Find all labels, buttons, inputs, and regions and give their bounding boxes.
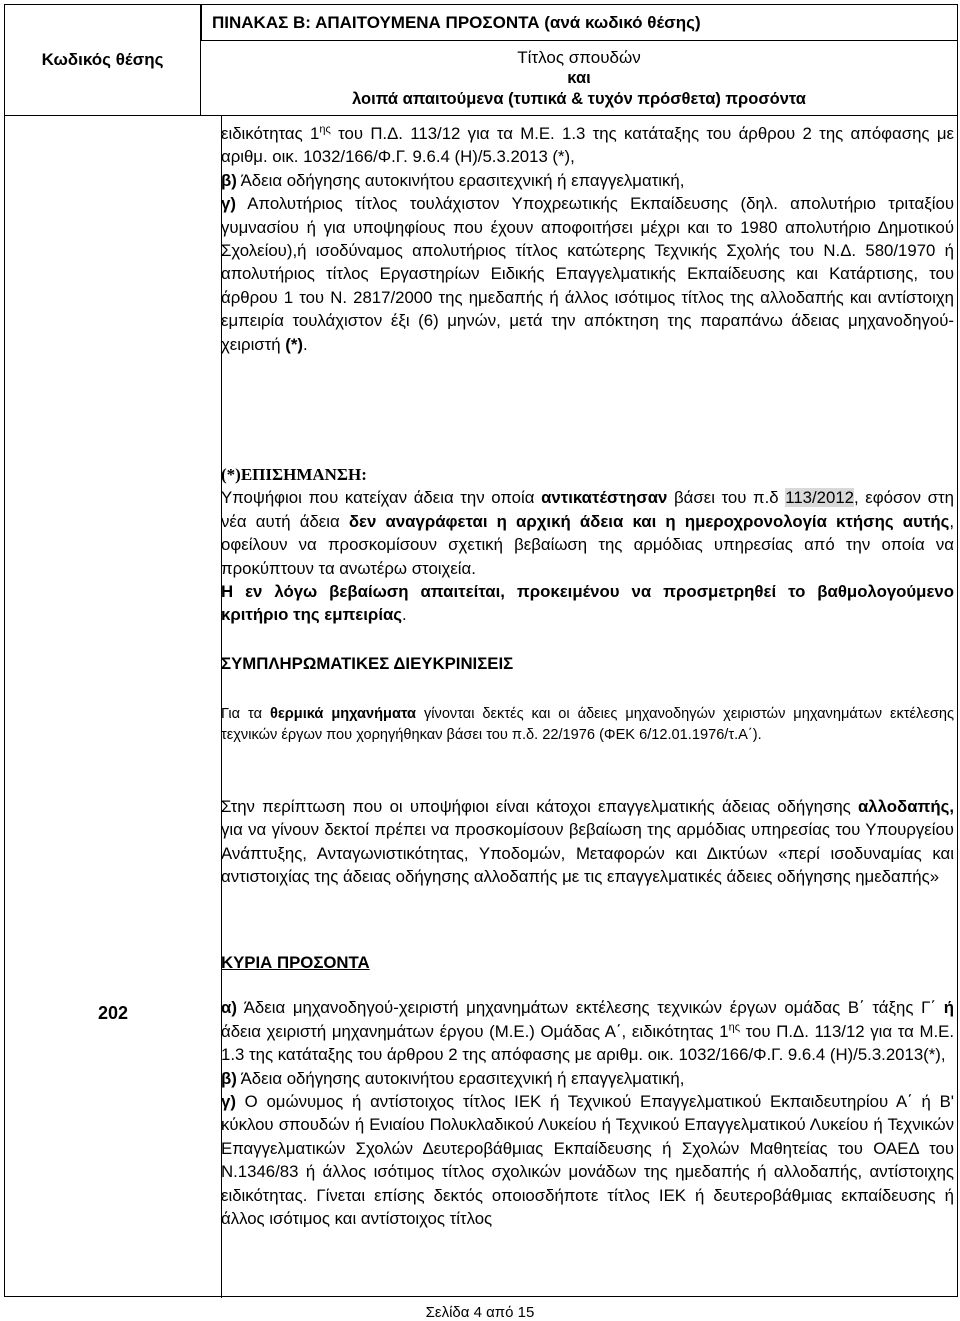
main-qualifications [221,951,954,1230]
license-specialty-text: ειδικότητας $1^{\eta\varsigma}$ του Π.Δ. 113/12 για τα Μ.Ε. 1.3 της κατάταξης του άρθρου 2 της απόφασης με αριθμ. οικ. 1032/166/Φ.Γ. 9.6.4 (Η)/5.3.2013 (*), [221,123,954,167]
table-title: ΠΙΝΑΚΑΣ Β: ΑΠΑΙΤΟΥΜΕΝΑ ΠΡΟΣΟΝΤΑ (ανά κωδικό θέσης) [201,5,957,41]
supplementary-heading-block [221,652,954,675]
header-line-2: και [567,69,591,87]
header-line-3: λοιπά απαιτούμενα (τυπικά & τυχόν πρόσθετα) προσόντα [352,90,806,108]
header-line-1: Τίτλος σπουδών [517,48,641,67]
code-column-header: Κωδικός θέσης [5,5,201,116]
main-requirement-b: β) Άδεια οδήγησης αυτοκινήτου ερασιτεχνική ή επαγγελματική, [221,1068,685,1088]
previous-code-requirements [221,122,954,356]
note-heading: (*)ΕΠΙΣΗΜΑΝΣΗ: [221,465,367,484]
note-paragraph: Υποψήφιοι που κατείχαν άδεια την οποία αντικατέστησαν βάσει του π.δ 113/2012, εφόσον στη νέα αυτή άδεια δεν αναγράφεται η αρχική άδεια και η ημεροχρονολογία κτήσης αυτής, οφείλουν να προσκομίσουν σχετική βεβαίωση της αρμόδιας υπηρεσίας από την οποία να προκύπτουν τα ανωτέρω στοιχεία. [221,488,955,578]
requirement-g: γ) Απολυτήριος τίτλος τουλάχιστον Υποχρεωτικής Εκπαίδευσης (δηλ. απολυτήριο τριταξίου γυμνασίου ή για υποψηφίους που έχουν αποφοιτήσει μέχρι και το 1980 απολυτήριο Δημοτικού Σχολείου),ή ισοδύναμος απολυτήριος τίτλος κατώτερης Τεχνικής Σχολής του Ν.Δ. 580/1970 ή απολυτήριος τίτλος Εργαστηρίων Ειδικής Επαγγελματικής Εκπαίδευσης και Κατάρτισης, του άρθρου 1 του Ν. 2817/2000 της ημεδαπής ή άλλος ισότιμος τίτλος της αλλοδαπής και αντίστοιχη εμπειρία τουλάχιστον έξι (6) μηνών, μετά την απόκτηση της παραπάνω άδειας μηχανοδηγού-χειριστή (*). [221,194,954,354]
requirement-b: β) Άδεια οδήγησης αυτοκινήτου ερασιτεχνική ή επαγγελματική, [221,170,685,190]
requirements-column-header [201,41,957,116]
note-bold-paragraph: Η εν λόγω βεβαίωση απαιτείται, προκειμένου να προσμετρηθεί το βαθμολογούμενο κριτήριο της εμπειρίας. [221,582,954,625]
main-qualifications-heading: ΚΥΡΙΑ ΠΡΟΣΟΝΤΑ [221,953,370,972]
supplementary-heading: ΣΥΜΠΛΗΡΩΜΑΤΙΚΕΣ ΔΙΕΥΚΡΙΝΙΣΕΙΣ [221,654,514,673]
page-footer: Σελίδα 4 από 15 [425,1304,535,1321]
note-block [221,463,954,627]
foreign-license-paragraph: Στην περίπτωση που οι υποψήφιοι είναι κάτοχοι επαγγελματικής άδειας οδήγησης αλλοδαπής, για να γίνουν δεκτοί πρέπει να προσκομίσουν βεβαίωση της αρμόδιας υπηρεσίας του Υπουργείου Ανάπτυξης, Ανταγωνιστικότητας, Υποδομών, Μεταφορών και Δικτύων «περί ισοδυναμίας και αντιστοιχίας της άδειας οδήγησης αλλοδαπής με τις επαγγελματικές άδειες οδήγησης ημεδαπής» [221,797,954,887]
main-requirement-a: α) Άδεια μηχανοδηγού-χειριστή μηχανημάτων εκτέλεσης τεχνικών έργων ομάδας Β΄ τάξης Γ΄ ή άδεια χειριστή μηχανημάτων έργου (Μ.Ε.) Ομάδας Α΄, ειδικότητας $1^{\eta\varsigma}$ του Π.Δ. 113/12 για τα Μ.Ε. 1.3 της κατάταξης του άρθρου 2 της απόφασης με αριθμ. οικ. 1032/166/Φ.Γ. 9.6.4 (Η)/5.3.2013(*), [221,998,954,1065]
position-code: 202 [97,1003,129,1023]
main-requirement-g: γ) Ο ομώνυμος ή αντίστοιχος τίτλος ΙΕΚ ή Τεχνικού Επαγγελματικού Εκπαιδευτηρίου Α΄ ή Β' κύκλου σπουδών ή Ενιαίου Πολυκλαδικού Λυκείου ή Τεχνικού Επαγγελματικού Λυκείου ή Τεχνικών Επαγγελματικών Σχολών Δευτεροβάθμιας Εκπαίδευσης ή Σχολών Μαθητείας του ΟΑΕΔ του Ν.1346/83 ή άλλος ισότιμος τίτλος σχολικών μονάδων της ημεδαπής ή αλλοδαπής, αντίστοιχης ειδικότητας. Γίνεται επίσης δεκτός οποιοσδήποτε τίτλος ΙΕΚ ή δευτεροβάθμιας εκπαίδευσης ή άλλος ισότιμος και αντίστοιχος τίτλος [221,1092,954,1229]
thermal-machines-paragraph: Για τα θερμικά μηχανήματα γίνονται δεκτές και οι άδειες μηχανοδηγών χειριστών μηχανημάτων εκτέλεσης τεχνικών έργων που χορηγήθηκαν βάσει του π.δ. 22/1976 (ΦΕΚ 6/12.01.1976/τ.Α΄). [221,706,954,743]
